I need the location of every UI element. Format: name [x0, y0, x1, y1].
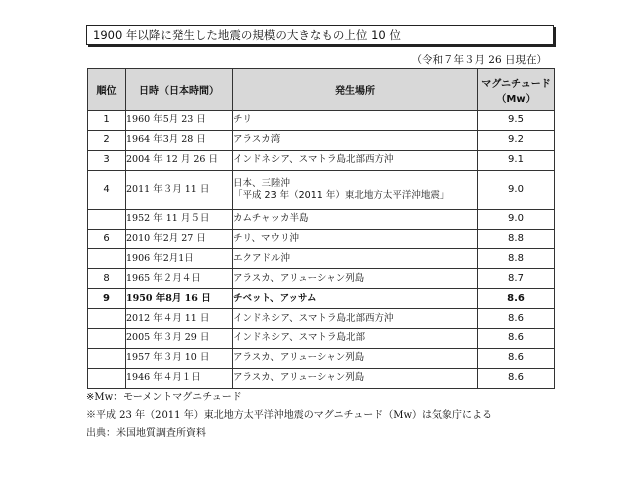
- date-cell: 1950 年8月 16 日: [126, 289, 233, 309]
- table-row: [88, 348, 555, 368]
- rank-cell: 6: [88, 229, 126, 249]
- place-cell: インドネシア、スマトラ島北部西方沖: [233, 150, 478, 170]
- magnitude-cell: 9.2: [478, 130, 555, 150]
- date-cell: 1952 年 11 月５日: [126, 209, 233, 229]
- table-title: 1900 年以降に発生した地震の規模の大きなもの上位 10 位: [86, 25, 554, 45]
- date-cell: 1965 年２月４日: [126, 269, 233, 289]
- header-magnitude-line1: マグニチュード: [481, 78, 551, 90]
- place-cell: [233, 170, 478, 209]
- place-cell: チリ: [233, 111, 478, 131]
- rank-cell: 1: [88, 111, 126, 131]
- magnitude-cell: 8.6: [478, 329, 555, 349]
- rank-cell: 3: [88, 150, 126, 170]
- table-row: [88, 249, 555, 269]
- place-cell: チリ、マウリ沖: [233, 229, 478, 249]
- date-cell: 1960 年5月 23 日: [126, 111, 233, 131]
- table-row: [88, 111, 555, 131]
- table-row: [88, 309, 555, 329]
- rank-cell: [88, 348, 126, 368]
- header-place: 発生場所: [233, 69, 478, 111]
- magnitude-cell: 9.0: [478, 170, 555, 209]
- rank-cell: [88, 368, 126, 388]
- place-cell: アラスカ、アリューシャン列島: [233, 269, 478, 289]
- date-cell: 2004 年 12 月 26 日: [126, 150, 233, 170]
- rank-cell: 4: [88, 170, 126, 209]
- date-cell: 1906 年2月1日: [126, 249, 233, 269]
- rank-cell: 9: [88, 289, 126, 309]
- rank-cell: 8: [88, 269, 126, 289]
- rank-cell: 2: [88, 130, 126, 150]
- table-row: [88, 209, 555, 229]
- place-cell: アラスカ、アリューシャン列島: [233, 348, 478, 368]
- header-rank: 順位: [88, 69, 126, 111]
- place-cell: アラスカ湾: [233, 130, 478, 150]
- rank-cell: [88, 329, 126, 349]
- date-cell: 1957 年３月 10 日: [126, 348, 233, 368]
- header-date: 日時（日本時間）: [126, 69, 233, 111]
- header-magnitude-line2: （Mw）: [496, 93, 536, 105]
- footnote-mw: ※Mw：モーメントマグニチュード: [86, 392, 242, 403]
- table-header-row: [88, 69, 555, 111]
- date-cell: 2011 年３月 11 日: [126, 170, 233, 209]
- rank-cell: [88, 309, 126, 329]
- place-cell: インドネシア、スマトラ島北部西方沖: [233, 309, 478, 329]
- table-row: [88, 130, 555, 150]
- date-cell: 1946 年４月１日: [126, 368, 233, 388]
- magnitude-cell: 9.1: [478, 150, 555, 170]
- magnitude-cell: 8.6: [478, 348, 555, 368]
- date-cell: 2012 年４月 11 日: [126, 309, 233, 329]
- rank-cell: [88, 249, 126, 269]
- place-line2: 「平成 23 年（2011 年）東北地方太平洋沖地震」: [233, 189, 450, 201]
- date-cell: 2005 年３月 29 日: [126, 329, 233, 349]
- magnitude-cell: 9.5: [478, 111, 555, 131]
- footnotes: [86, 389, 492, 443]
- table-row: [88, 289, 555, 309]
- table-row: [88, 229, 555, 249]
- place-cell: カムチャッカ半島: [233, 209, 478, 229]
- date-cell: 1964 年3月 28 日: [126, 130, 233, 150]
- table-row: [88, 329, 555, 349]
- place-cell: インドネシア、スマトラ島北部: [233, 329, 478, 349]
- footnote-source: 出典：米国地質調査所資料: [86, 428, 206, 439]
- magnitude-cell: 8.8: [478, 229, 555, 249]
- magnitude-cell: 8.8: [478, 249, 555, 269]
- magnitude-cell: 8.6: [478, 368, 555, 388]
- magnitude-cell: 8.7: [478, 269, 555, 289]
- date-cell: 2010 年2月 27 日: [126, 229, 233, 249]
- as-of-date: （令和７年３月 26 日現在）: [411, 54, 547, 66]
- table-row: [88, 269, 555, 289]
- header-magnitude: [478, 69, 555, 111]
- place-cell: チベット、アッサム: [233, 289, 478, 309]
- table-row: [88, 150, 555, 170]
- table-row: [88, 368, 555, 388]
- magnitude-cell: 8.6: [478, 309, 555, 329]
- place-cell: エクアドル沖: [233, 249, 478, 269]
- magnitude-cell: 8.6: [478, 289, 555, 309]
- place-cell: アラスカ、アリューシャン列島: [233, 368, 478, 388]
- footnote-jma: ※平成 23 年（2011 年）東北地方太平洋沖地震のマグニチュード（Mw）は気象庁による: [86, 410, 493, 421]
- place-line1: 日本、三陸沖: [233, 177, 291, 189]
- earthquake-ranking-table: [87, 68, 555, 389]
- rank-cell: [88, 209, 126, 229]
- magnitude-cell: 9.0: [478, 209, 555, 229]
- table-row: [88, 170, 555, 209]
